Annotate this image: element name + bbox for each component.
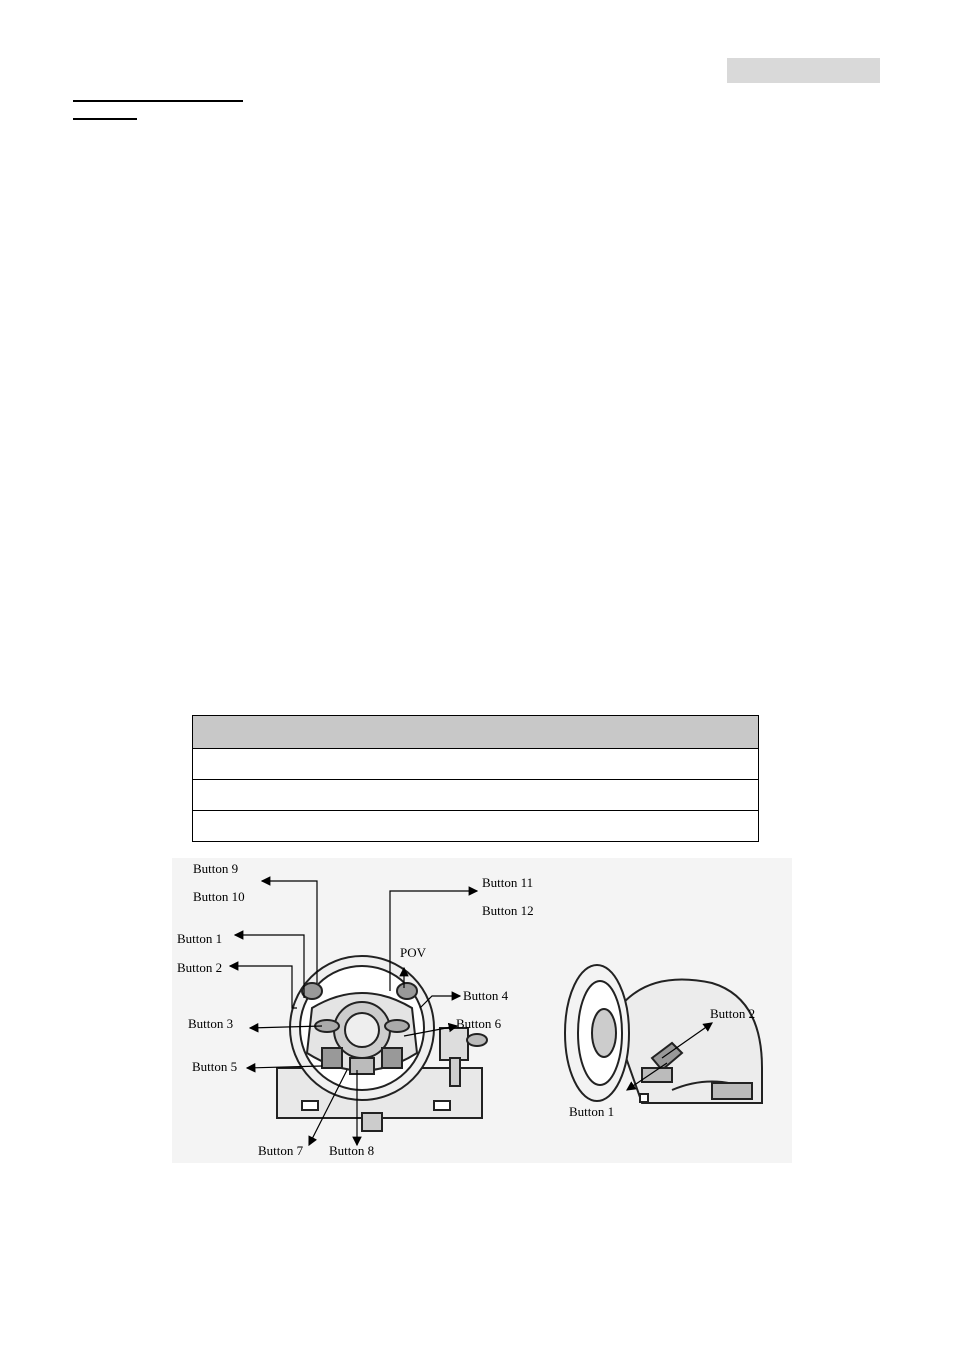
label-button-2: Button 2 — [177, 960, 223, 975]
table-row — [193, 748, 758, 780]
label-button-6: Button 6 — [456, 1016, 502, 1031]
table-row — [193, 779, 758, 811]
info-table — [192, 715, 759, 842]
table-row — [193, 810, 758, 842]
label-button-11: Button 11 — [482, 875, 534, 890]
label-button-5: Button 5 — [192, 1059, 238, 1074]
steering-wheel-figure — [172, 858, 792, 1163]
subtitle-underline — [73, 118, 137, 120]
header-gray-box — [727, 58, 880, 83]
label-button-8: Button 8 — [329, 1143, 375, 1158]
table-header-row — [193, 716, 758, 748]
label-button-1: Button 1 — [177, 931, 223, 946]
label-side-button-2: Button 2 — [710, 1006, 756, 1021]
label-button-4: Button 4 — [463, 988, 509, 1003]
label-button-7: Button 7 — [258, 1143, 304, 1158]
label-button-10: Button 10 — [193, 889, 245, 904]
label-side-button-1: Button 1 — [569, 1104, 615, 1119]
label-button-12: Button 12 — [482, 903, 534, 918]
label-button-9: Button 9 — [193, 861, 239, 876]
label-pov: POV — [400, 945, 427, 960]
title-underline — [73, 100, 243, 102]
label-button-3: Button 3 — [188, 1016, 234, 1031]
wheel-diagram — [172, 858, 792, 1163]
